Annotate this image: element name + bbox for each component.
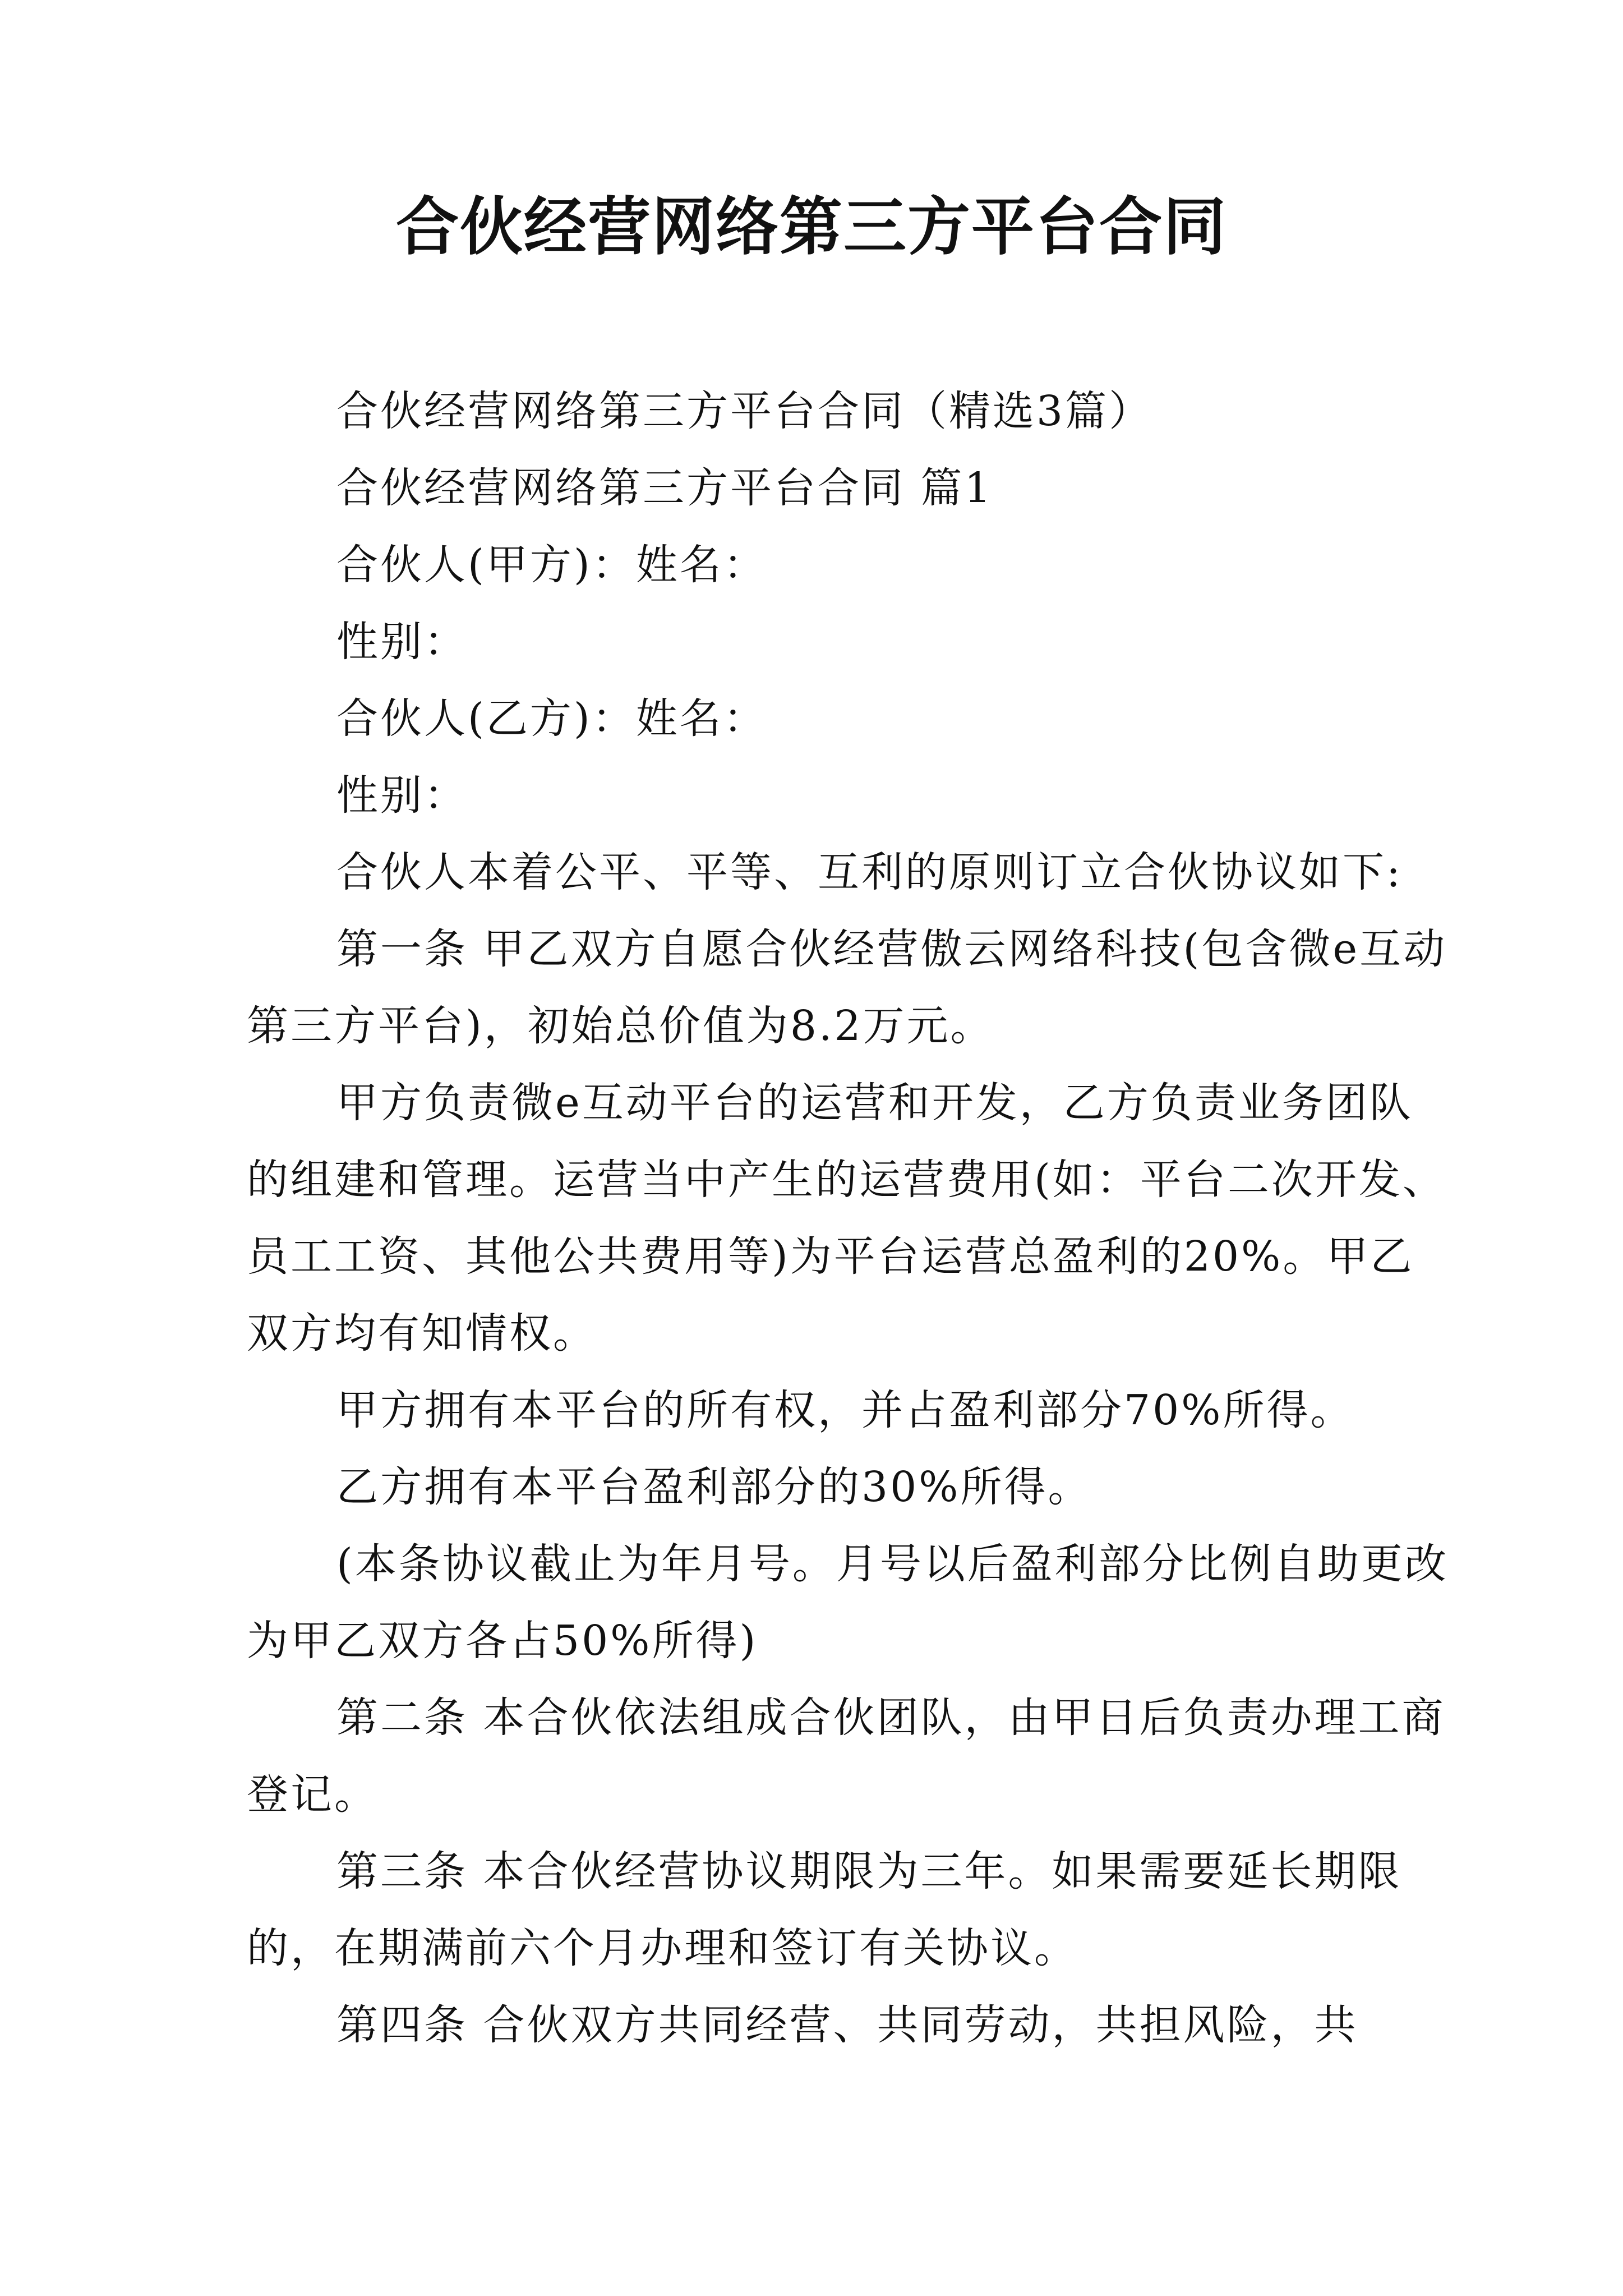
- paragraph-party-b-gender: 性别：: [336, 771, 468, 820]
- paragraph-article-3: 第三条 本合伙经营协议期限为三年。如果需要延长期限的，在期满前六个月办理和签订有关协议。: [247, 1847, 1402, 1972]
- paragraph-party-a-name: 合伙人(甲方)：姓名：: [336, 541, 767, 589]
- paragraph-party-a-share: 甲方拥有本平台的所有权，并占盈利部分70%所得。: [336, 1386, 1354, 1434]
- paragraph-party-a-gender: 性别：: [336, 618, 468, 666]
- document-title: 合伙经营网络第三方平台合同: [396, 191, 1227, 264]
- paragraph-article-1: 第一条 甲乙双方自愿合伙经营傲云网络科技(包含微e互动第三方平台)，初始总价值为8.2万元。: [247, 925, 1447, 1050]
- document-body: [247, 373, 1453, 2064]
- paragraph-responsibilities: 甲方负责微e互动平台的运营和开发，乙方负责业务团队的组建和管理。运营当中产生的运营费用(如：平台二次开发、员工工资、其他公共费用等)为平台运营总盈利的20%。甲乙双方均有知情权。: [247, 1079, 1446, 1358]
- paragraph-article-2: 第二条 本合伙依法组成合伙团队，由甲日后负责办理工商登记。: [247, 1694, 1446, 1819]
- paragraph-share-change-note: (本条协议截止为年月号。月号以后盈利部分比例自助更改为甲乙双方各占50%所得): [247, 1540, 1449, 1665]
- paragraph-principle: 合伙人本着公平、平等、互利的原则订立合伙协议如下:: [336, 848, 1403, 896]
- paragraph-party-b-share: 乙方拥有本平台盈利部分的30%所得。: [336, 1463, 1092, 1511]
- paragraph-party-b-name: 合伙人(乙方)：姓名：: [336, 694, 767, 743]
- paragraph-subtitle: 合伙经营网络第三方平台合同（精选3篇）: [336, 387, 1153, 435]
- paragraph-article-4: 第四条 合伙双方共同经营、共同劳动，共担风险，共: [336, 2001, 1358, 2049]
- paragraph-part-heading: 合伙经营网络第三方平台合同 篇1: [336, 464, 993, 512]
